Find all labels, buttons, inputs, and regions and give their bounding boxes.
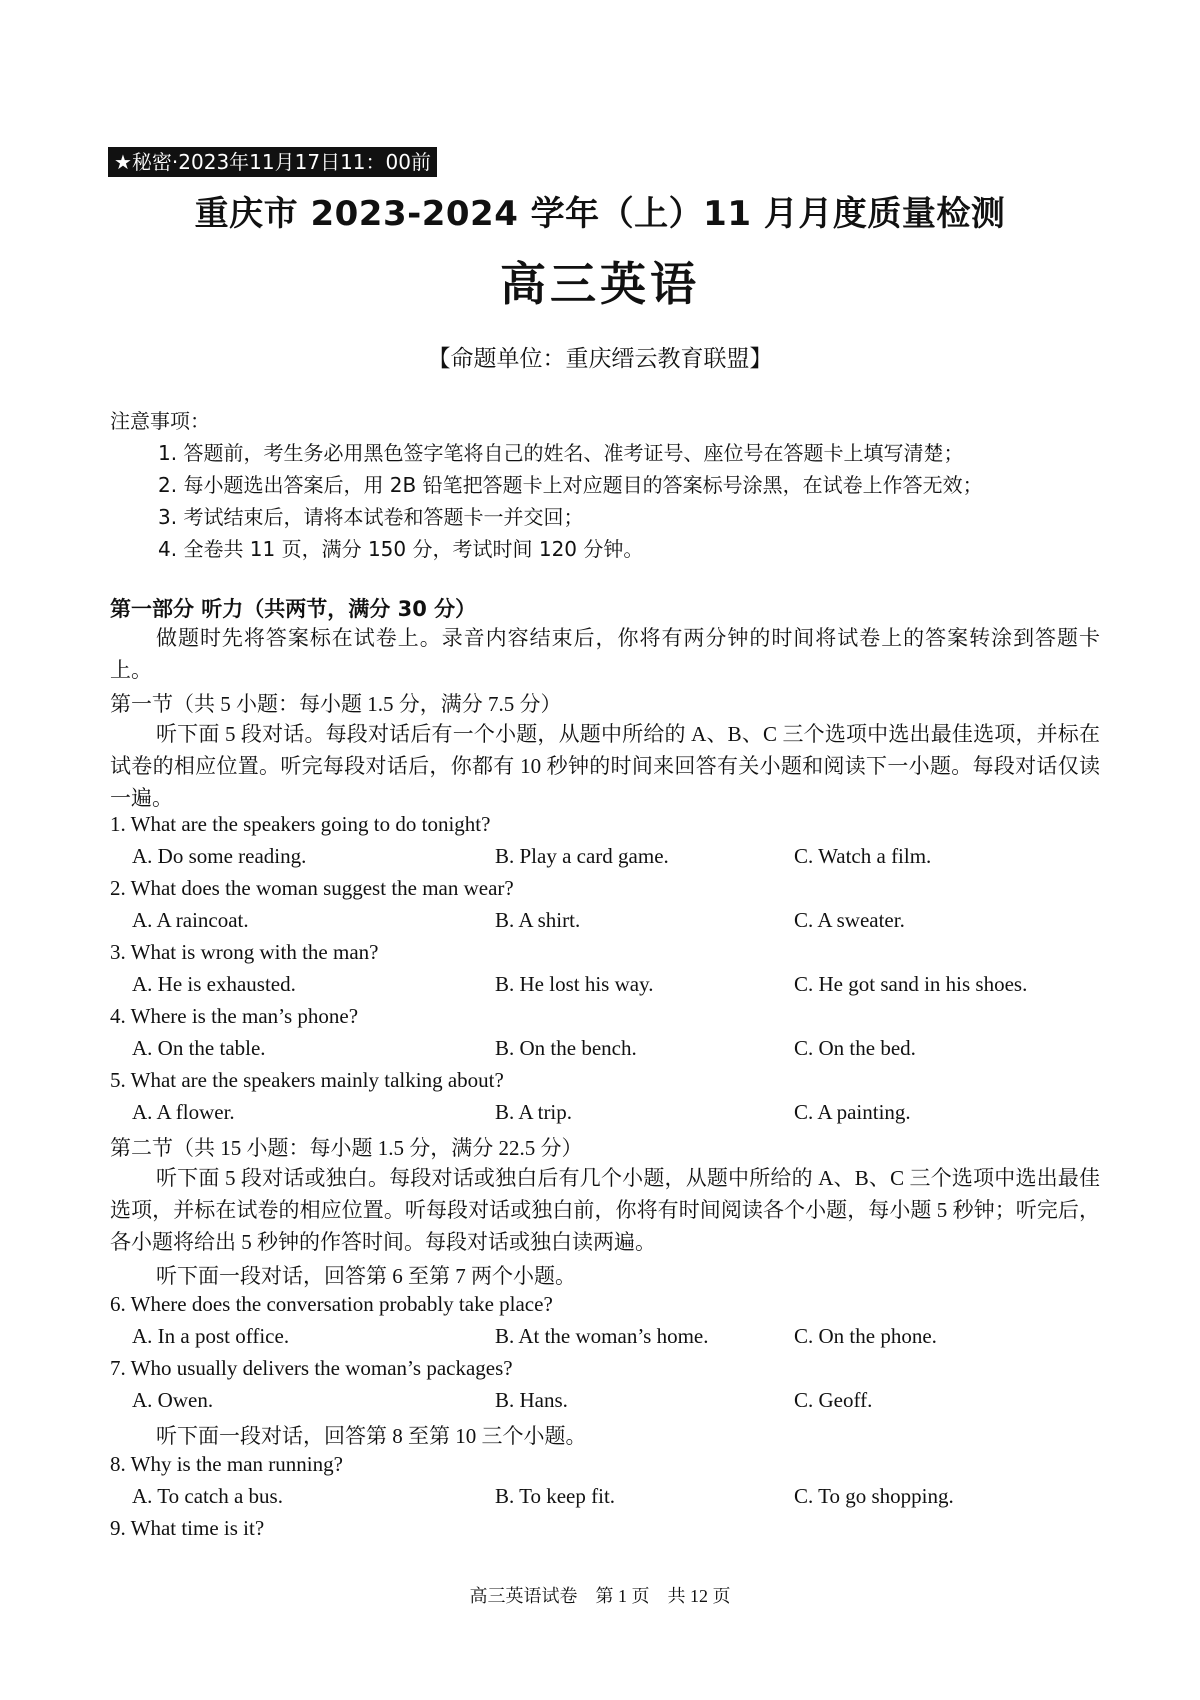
- page-footer: 高三英语试卷 第 1 页 共 12 页: [469, 1586, 731, 1606]
- option-b: B. To keep fit.: [495, 1484, 616, 1508]
- section-heading: 第二节（共 15 小题：每小题 1.5 分，满分 22.5 分）: [110, 1136, 583, 1160]
- notice-item: 4. 全卷共 11 页，满分 150 分，考试时间 120 分钟。: [158, 537, 644, 561]
- author-unit: 【命题单位：重庆缙云教育联盟】: [427, 346, 773, 371]
- question-text: 3. What is wrong with the man?: [110, 940, 379, 964]
- option-b: B. A shirt.: [495, 908, 581, 932]
- option-b: B. At the woman’s home.: [495, 1324, 709, 1348]
- option-a: A. A flower.: [132, 1100, 235, 1124]
- question-text: 9. What time is it?: [110, 1516, 265, 1540]
- option-b: B. He lost his way.: [495, 972, 654, 996]
- question-text: 6. Where does the conversation probably take place?: [110, 1292, 553, 1316]
- option-c: C. Watch a film.: [794, 844, 932, 868]
- dialog-instruction: 听下面一段对话，回答第 8 至第 10 三个小题。: [156, 1424, 587, 1448]
- subject-title: 高三英语: [500, 257, 700, 311]
- option-c: C. On the phone.: [794, 1324, 937, 1348]
- exam-title: 重庆市 2023-2024 学年（上）11 月月度质量检测: [194, 194, 1006, 234]
- option-c: C. On the bed.: [794, 1036, 916, 1060]
- option-b: B. On the bench.: [495, 1036, 637, 1060]
- option-a: A. To catch a bus.: [132, 1484, 283, 1508]
- notice-item: 1. 答题前，考生务必用黑色签字笔将自己的姓名、准考证号、座位号在答题卡上填写清楚；: [158, 441, 964, 465]
- part-intro: 做题时先将答案标在试卷上。录音内容结束后，你将有两分钟的时间将试卷上的答案转涂到答题卡上。: [110, 626, 1100, 682]
- option-a: A. A raincoat.: [132, 908, 249, 932]
- option-c: C. A painting.: [794, 1100, 911, 1124]
- notice-item: 2. 每小题选出答案后，用 2B 铅笔把答题卡上对应题目的答案标号涂黑，在试卷上作答无效；: [158, 473, 983, 497]
- option-c: C. He got sand in his shoes.: [794, 972, 1028, 996]
- option-a: A. He is exhausted.: [132, 972, 296, 996]
- option-a: A. Owen.: [132, 1388, 214, 1412]
- dialog-instruction: 听下面一段对话，回答第 6 至第 7 两个小题。: [156, 1264, 576, 1288]
- question-text: 1. What are the speakers going to do tonight?: [110, 812, 491, 836]
- question-text: 2. What does the woman suggest the man wear?: [110, 876, 514, 900]
- confidential-label: ★秘密·2023年11月17日11：00前: [108, 147, 437, 177]
- option-a: A. Do some reading.: [132, 844, 307, 868]
- option-a: A. On the table.: [132, 1036, 266, 1060]
- option-c: C. Geoff.: [794, 1388, 873, 1412]
- section-heading: 第一节（共 5 小题：每小题 1.5 分，满分 7.5 分）: [110, 692, 562, 716]
- notice-heading: 注意事项：: [110, 409, 210, 433]
- question-text: 8. Why is the man running?: [110, 1452, 343, 1476]
- question-text: 4. Where is the man’s phone?: [110, 1004, 359, 1028]
- option-c: C. A sweater.: [794, 908, 905, 932]
- section-instructions: 听下面 5 段对话。每段对话后有一个小题，从题中所给的 A、B、C 三个选项中选出最佳选项，并标在试卷的相应位置。听完每段对话后，你都有 10 秒钟的时间来回答有关小题和阅读下一小题。每段对话仅读一遍。: [110, 722, 1100, 810]
- section-instructions: 听下面 5 段对话或独白。每段对话或独白后有几个小题，从题中所给的 A、B、C 三个选项中选出最佳选项，并标在试卷的相应位置。听每段对话或独白前，你将有时间阅读各个小题，每小题 5 秒钟；听完后，各小题将给出 5 秒钟的作答时间。每段对话或独白读两遍。: [110, 1166, 1100, 1254]
- option-b: B. A trip.: [495, 1100, 573, 1124]
- question-text: 7. Who usually delivers the woman’s packages?: [110, 1356, 513, 1380]
- notice-item: 3. 考试结束后，请将本试卷和答题卡一并交回；: [158, 505, 584, 529]
- option-b: B. Play a card game.: [495, 844, 669, 868]
- question-text: 5. What are the speakers mainly talking about?: [110, 1068, 504, 1092]
- option-c: C. To go shopping.: [794, 1484, 954, 1508]
- option-a: A. In a post office.: [132, 1324, 290, 1348]
- part-heading: 第一部分 听力（共两节，满分 30 分）: [110, 597, 477, 621]
- option-b: B. Hans.: [495, 1388, 568, 1412]
